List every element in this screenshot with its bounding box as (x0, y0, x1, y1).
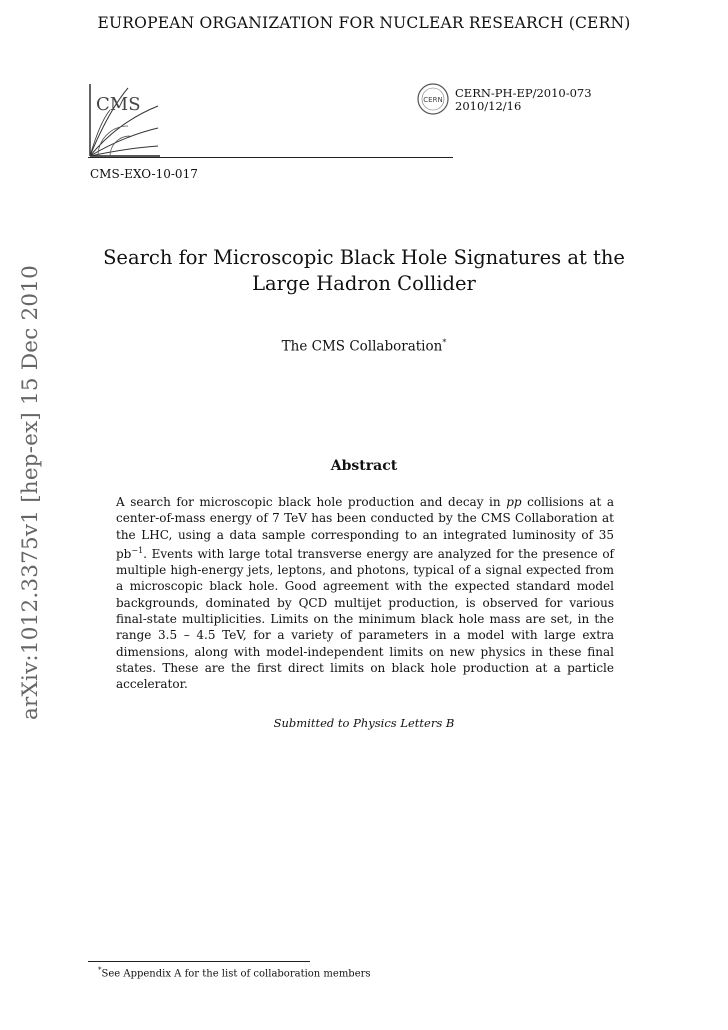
paper-title: Search for Microscopic Black Hole Signatures at the Large Hadron Collider (103, 246, 625, 295)
footnote-text: See Appendix A for the list of collaboration members (101, 968, 371, 980)
abstract-pp: pp (506, 495, 522, 509)
author-name: The CMS Collaboration (281, 338, 443, 355)
submitted-note: Submitted to Physics Letters B (273, 716, 455, 730)
footnote (98, 966, 371, 979)
abstract-part-1: A search for microscopic black hole production and decay in (116, 495, 507, 509)
cms-logo-text: CMS (96, 94, 141, 115)
footnote-rule (88, 961, 310, 962)
author-footnote-mark: * (442, 338, 447, 347)
cms-note-id: CMS-EXO-10-017 (90, 167, 198, 181)
abstract-heading: Abstract (330, 458, 398, 474)
cern-logo-text: CERN (423, 96, 443, 104)
footnote-mark: * (98, 966, 102, 974)
abstract-exponent: −1 (131, 545, 144, 555)
abstract-part-3: . Events with large total transverse energy are analyzed for the presence of multiple high-energy jets, leptons, and photons, typical of a signal expected from a microscopic black hole. Good agreement with the expected standard model backgrounds, dominated by QCD multijet production, is observed for various final-state multiplicities. Limits on the minimum black hole mass are set, in the range 3.5 – 4.5 TeV, for a variety of parameters in a model with large extra dimensions, along with model-independent limits on new physics in these final states. These are the first direct limits on black hole production at a particle accelerator. (116, 546, 614, 692)
report-number: CERN-PH-EP/2010-073 (455, 86, 592, 100)
arxiv-stamp: arXiv:1012.3375v1 [hep-ex] 15 Dec 2010 (18, 265, 43, 720)
report-block (455, 87, 592, 113)
organization-header: EUROPEAN ORGANIZATION FOR NUCLEAR RESEARCH (CERN) (97, 14, 631, 32)
report-date: 2010/12/16 (455, 99, 522, 113)
abstract-part-2: collisions at a center-of-mass energy of 7 TeV has been conducted by the CMS Collaboration at the LHC, using a data sample corresponding to an integrated luminosity of 35 pb (116, 495, 615, 561)
cms-logo (88, 82, 160, 158)
abstract-text (116, 494, 614, 693)
header-rule (88, 157, 453, 158)
author-line (88, 338, 640, 355)
cern-logo (416, 82, 450, 116)
